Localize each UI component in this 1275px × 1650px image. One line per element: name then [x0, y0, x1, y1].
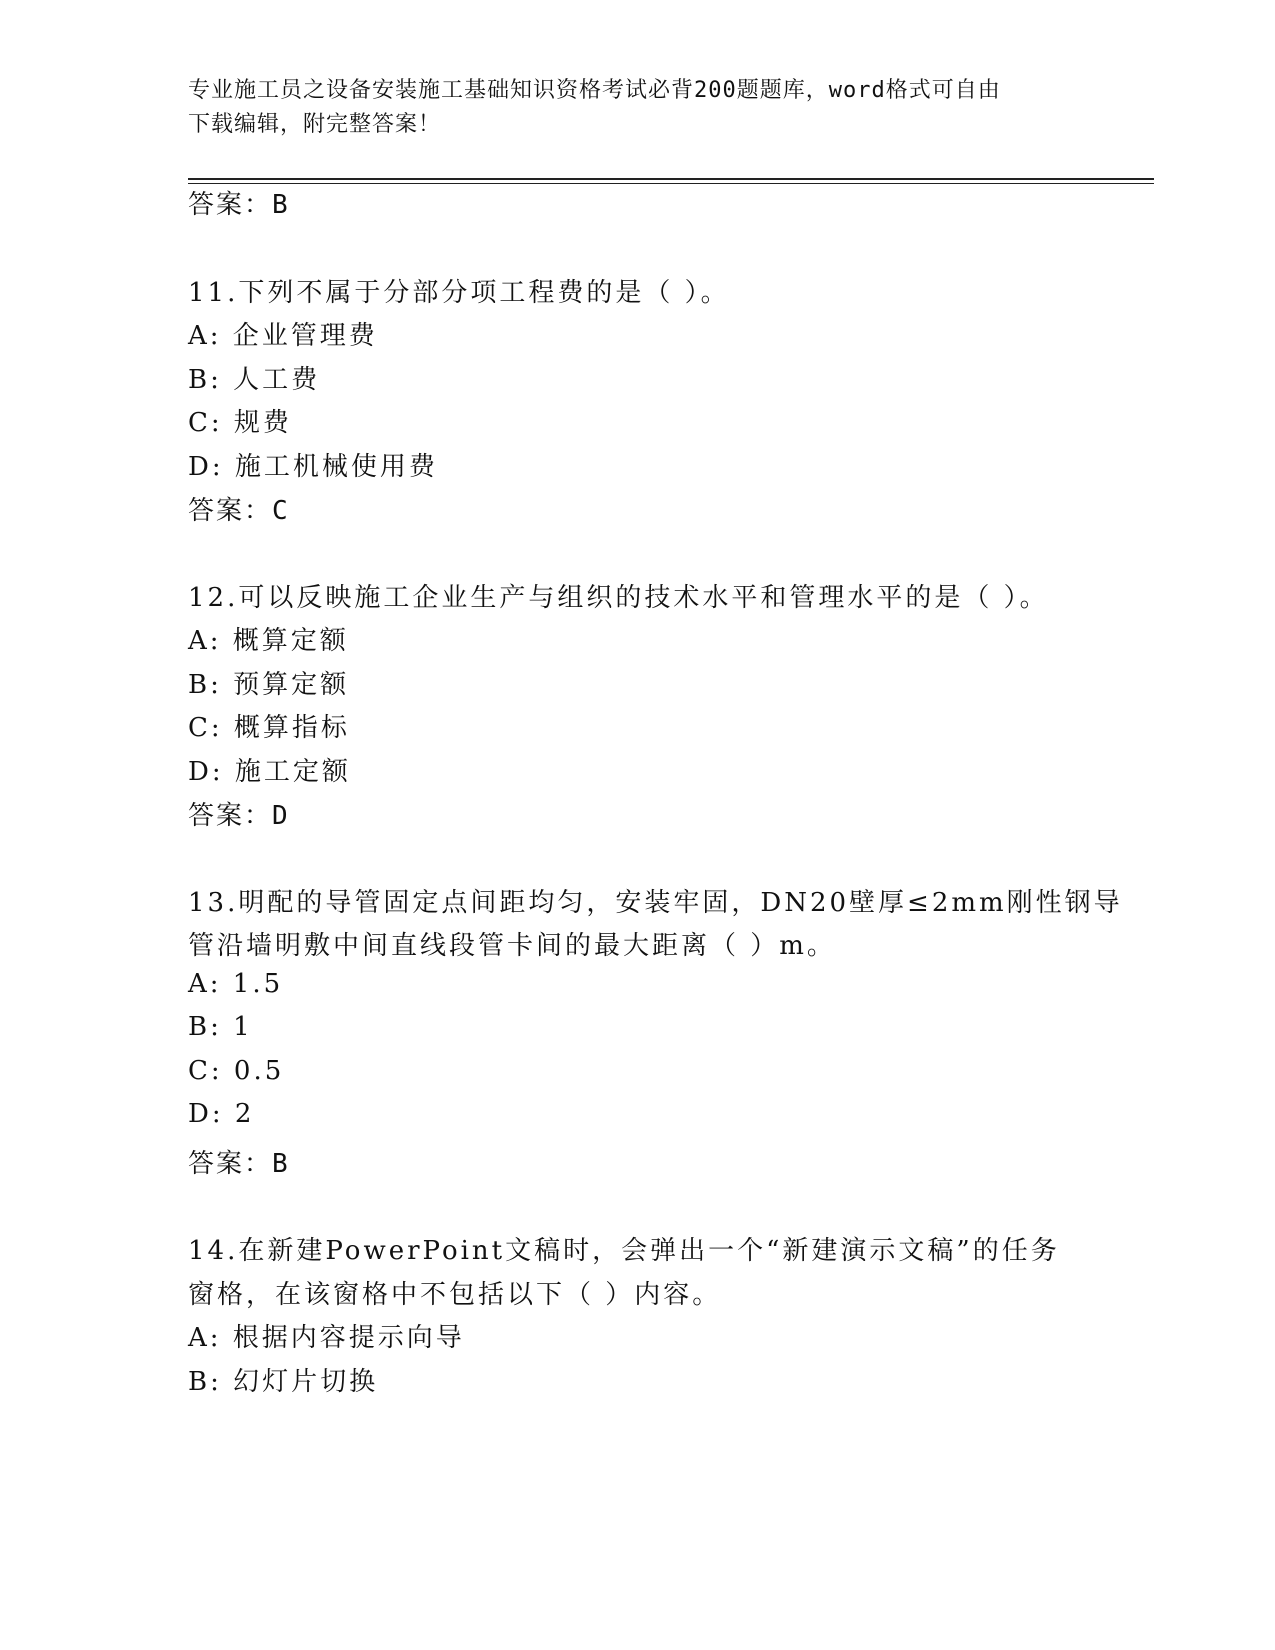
question-11-option-d: D: 施工机械使用费 [188, 452, 438, 482]
question-14-stem-line-2: 窗格，在该窗格中不包括以下（ ）内容。 [188, 1280, 722, 1310]
question-14-option-b: B: 幻灯片切换 [188, 1367, 379, 1397]
question-12-option-c: C: 概算指标 [188, 713, 350, 743]
question-12-option-a: A: 概算定额 [188, 626, 349, 656]
header-divider-thick [188, 178, 1154, 180]
question-12-stem: 12.可以反映施工企业生产与组织的技术水平和管理水平的是（ ）。 [188, 583, 1049, 613]
question-13-answer: 答案：B [188, 1149, 290, 1179]
header-line-1: 专业施工员之设备安装施工基础知识资格考试必背200题题库，word格式可自由 [188, 78, 1001, 103]
question-12-option-d: D: 施工定额 [188, 757, 351, 787]
question-13-option-b: B: 1 [188, 1012, 253, 1042]
question-11-option-a: A: 企业管理费 [188, 321, 378, 351]
question-11-stem: 11.下列不属于分部分项工程费的是（ ）。 [188, 278, 730, 308]
question-13-option-d: D: 2 [188, 1099, 255, 1129]
question-11-answer: 答案：C [188, 496, 290, 526]
question-13-option-a: A: 1.5 [188, 969, 284, 999]
question-13-stem-line-2: 管沿墙明敷中间直线段管卡间的最大距离（ ）m。 [188, 931, 836, 961]
question-14-option-a: A: 根据内容提示向导 [188, 1323, 465, 1353]
question-11-option-b: B: 人工费 [188, 365, 321, 395]
header-line-2: 下载编辑，附完整答案！ [188, 112, 442, 137]
answer-previous: 答案：B [188, 190, 290, 220]
question-12-option-b: B: 预算定额 [188, 670, 350, 700]
question-12-answer: 答案：D [188, 801, 290, 831]
document-header [188, 74, 1068, 142]
header-divider-thin [188, 183, 1154, 184]
question-14-stem-line-1: 14.在新建PowerPoint文稿时，会弹出一个“新建演示文稿”的任务 [188, 1236, 1060, 1266]
question-13-option-c: C: 0.5 [188, 1056, 285, 1086]
question-11-option-c: C: 规费 [188, 408, 292, 438]
question-13-stem-line-1: 13.明配的导管固定点间距均匀，安装牢固，DN20壁厚≤2mm刚性钢导 [188, 888, 1123, 918]
